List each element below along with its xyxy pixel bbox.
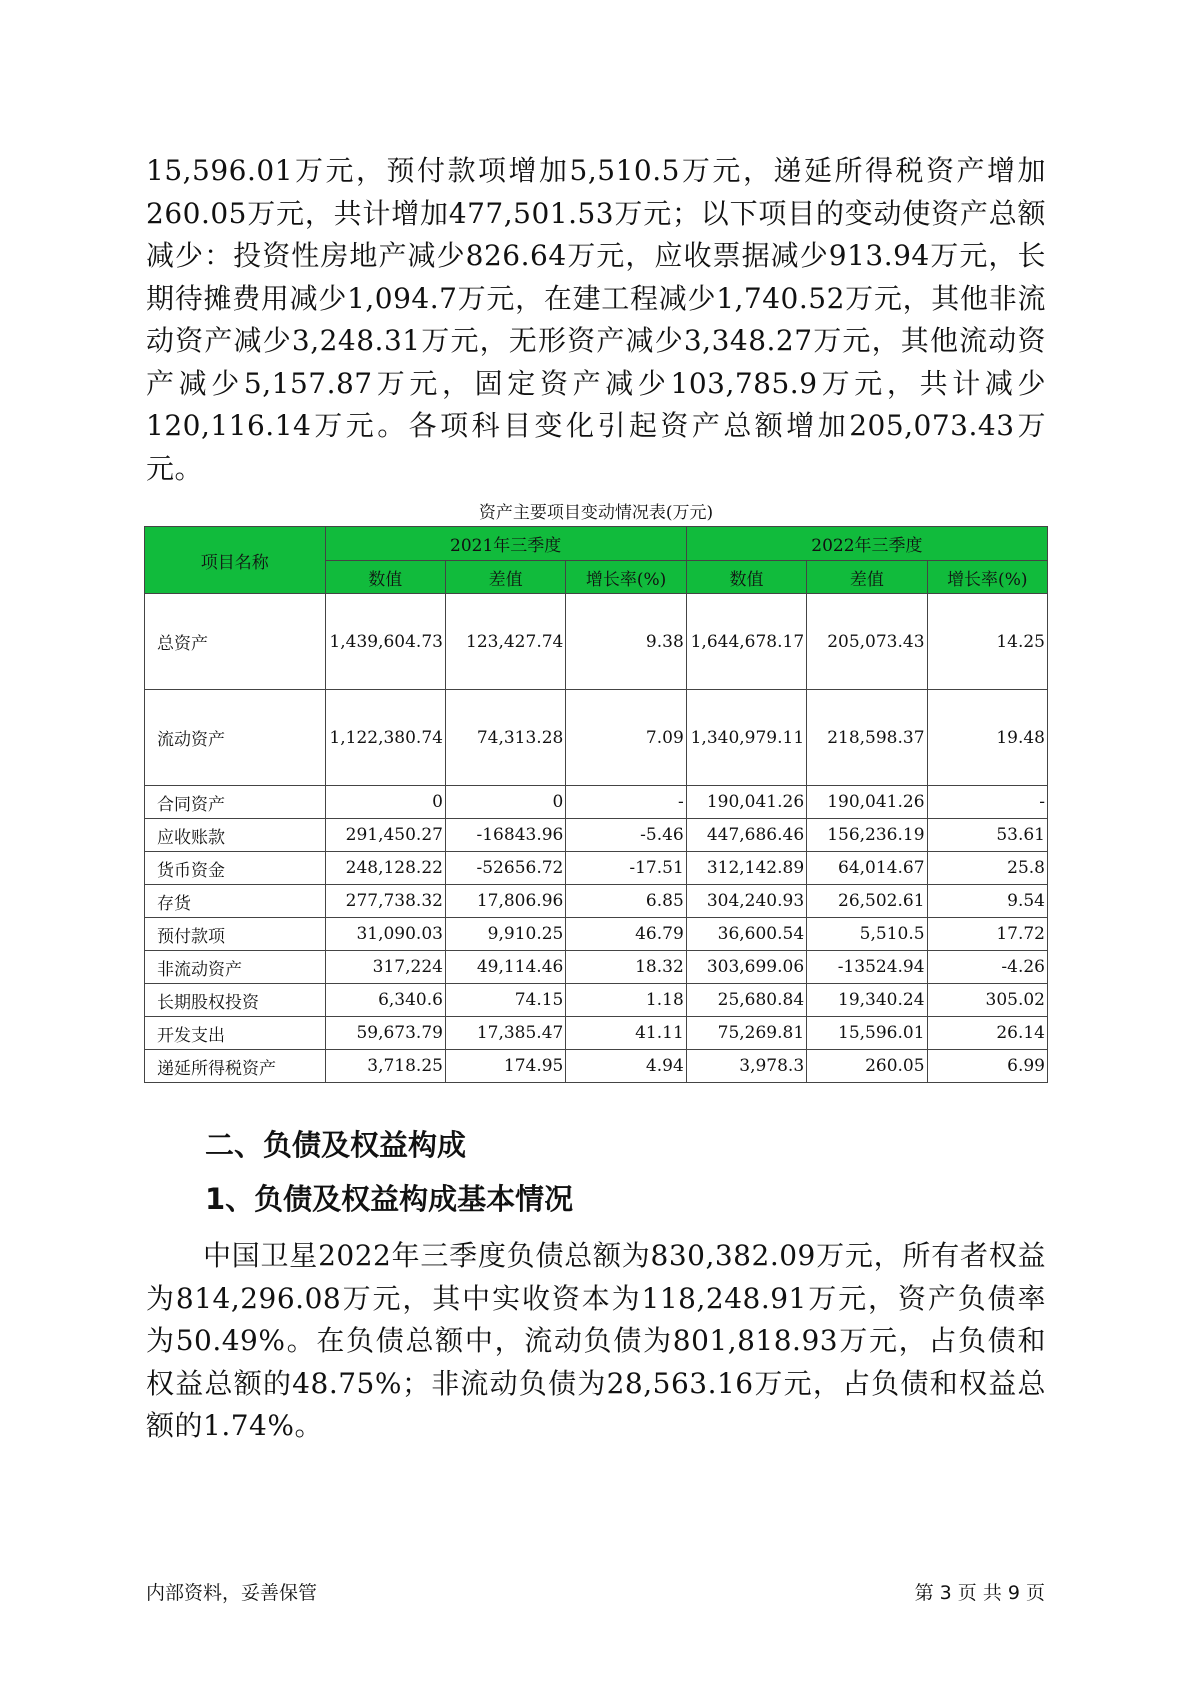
row-name: 存货 [145,885,326,918]
rate-2021: 6.85 [566,885,686,918]
header-period-2021: 2021年三季度 [325,527,686,561]
diff-2021: 174.95 [445,1050,565,1083]
body-paragraph-liabilities: 中国卫星2022年三季度负债总额为830,382.09万元，所有者权益为814,296.08万元，其中实收资本为118,248.91万元，资产负债率为50.49%。在负债总额中，流动负债为801,818.93万元，占负债和权益总额的48.75%；非流动负债为28,563.16万元，占负债和权益总额的1.74%。 [146,1239,1046,1442]
table-row [145,1050,1048,1083]
rate-2021: - [566,786,686,819]
table-row [145,594,1048,690]
value-2022: 1,644,678.17 [686,594,806,690]
table-row [145,984,1048,1017]
diff-2022: 15,596.01 [807,1017,927,1050]
value-2022: 3,978.3 [686,1050,806,1083]
rate-2022: 25.8 [927,852,1047,885]
rate-2021: 18.32 [566,951,686,984]
table-title: 资产主要项目变动情况表(万元) [478,503,714,523]
value-2022: 36,600.54 [686,918,806,951]
value-2021: 1,439,604.73 [325,594,445,690]
rate-2022: - [927,786,1047,819]
diff-2022: 5,510.5 [807,918,927,951]
rate-2021: 46.79 [566,918,686,951]
value-2022: 1,340,979.11 [686,690,806,786]
table-row [145,951,1048,984]
diff-2021: 74.15 [445,984,565,1017]
row-name: 应收账款 [145,819,326,852]
diff-2022: 218,598.37 [807,690,927,786]
row-name: 合同资产 [145,786,326,819]
table-row [145,690,1048,786]
value-2021: 3,718.25 [325,1050,445,1083]
table-row [145,786,1048,819]
table-row [145,1017,1048,1050]
rate-2022: 19.48 [927,690,1047,786]
asset-change-table [144,526,1048,1083]
header-item-name: 项目名称 [145,527,326,594]
diff-2022: 260.05 [807,1050,927,1083]
value-2022: 304,240.93 [686,885,806,918]
rate-2022: 26.14 [927,1017,1047,1050]
subsection-heading: 1、负债及权益构成基本情况 [205,1182,574,1216]
row-name: 非流动资产 [145,951,326,984]
row-name: 总资产 [145,594,326,690]
rate-2022: 305.02 [927,984,1047,1017]
value-2022: 75,269.81 [686,1017,806,1050]
value-2021: 317,224 [325,951,445,984]
rate-2021: -17.51 [566,852,686,885]
header-diff-2022: 差值 [807,561,927,594]
table-row [145,918,1048,951]
diff-2022: 64,014.67 [807,852,927,885]
diff-2021: 74,313.28 [445,690,565,786]
diff-2022: 26,502.61 [807,885,927,918]
value-2021: 291,450.27 [325,819,445,852]
row-name: 流动资产 [145,690,326,786]
value-2022: 447,686.46 [686,819,806,852]
diff-2021: 0 [445,786,565,819]
rate-2022: 9.54 [927,885,1047,918]
header-value-2021: 数值 [325,561,445,594]
row-name: 开发支出 [145,1017,326,1050]
header-rate-2021: 增长率(%) [566,561,686,594]
value-2022: 312,142.89 [686,852,806,885]
value-2021: 248,128.22 [325,852,445,885]
value-2021: 59,673.79 [325,1017,445,1050]
footer-page-number: 第 3 页 共 9 页 [914,1582,1045,1604]
value-2022: 190,041.26 [686,786,806,819]
row-name: 长期股权投资 [145,984,326,1017]
header-value-2022: 数值 [686,561,806,594]
rate-2021: -5.46 [566,819,686,852]
table-row [145,885,1048,918]
diff-2021: 9,910.25 [445,918,565,951]
rate-2022: 6.99 [927,1050,1047,1083]
body-paragraph-assets: 15,596.01万元，预付款项增加5,510.5万元，递延所得税资产增加260.05万元，共计增加477,501.53万元；以下项目的变动使资产总额减少：投资性房地产减少826.64万元，应收票据减少913.94万元，长期待摊费用减少1,094.7万元，在建工程减少1,740.52万元，其他非流动资产减少3,248.31万元，无形资产减少3,348.27万元，其他流动资产减少5,157.87万元，固定资产减少103,785.9万元，共计减少120,116.14万元。各项科目变化引起资产总额增加205,073.43万元。 [146,154,1046,485]
diff-2021: 49,114.46 [445,951,565,984]
value-2021: 0 [325,786,445,819]
diff-2022: 190,041.26 [807,786,927,819]
rate-2021: 9.38 [566,594,686,690]
rate-2021: 7.09 [566,690,686,786]
rate-2021: 41.11 [566,1017,686,1050]
section-heading: 二、负债及权益构成 [205,1128,467,1162]
diff-2021: 17,385.47 [445,1017,565,1050]
value-2021: 6,340.6 [325,984,445,1017]
diff-2021: 123,427.74 [445,594,565,690]
value-2021: 31,090.03 [325,918,445,951]
rate-2022: -4.26 [927,951,1047,984]
diff-2022: 19,340.24 [807,984,927,1017]
diff-2022: 205,073.43 [807,594,927,690]
rate-2022: 14.25 [927,594,1047,690]
value-2022: 25,680.84 [686,984,806,1017]
diff-2021: -16843.96 [445,819,565,852]
header-period-2022: 2022年三季度 [686,527,1047,561]
diff-2022: -13524.94 [807,951,927,984]
value-2021: 1,122,380.74 [325,690,445,786]
footer-confidential-note: 内部资料，妥善保管 [146,1582,318,1604]
table-row [145,819,1048,852]
value-2022: 303,699.06 [686,951,806,984]
header-rate-2022: 增长率(%) [927,561,1047,594]
table-row [145,852,1048,885]
row-name: 预付款项 [145,918,326,951]
diff-2022: 156,236.19 [807,819,927,852]
diff-2021: -52656.72 [445,852,565,885]
value-2021: 277,738.32 [325,885,445,918]
header-diff-2021: 差值 [445,561,565,594]
row-name: 递延所得税资产 [145,1050,326,1083]
rate-2021: 1.18 [566,984,686,1017]
rate-2022: 17.72 [927,918,1047,951]
rate-2021: 4.94 [566,1050,686,1083]
row-name: 货币资金 [145,852,326,885]
rate-2022: 53.61 [927,819,1047,852]
diff-2021: 17,806.96 [445,885,565,918]
